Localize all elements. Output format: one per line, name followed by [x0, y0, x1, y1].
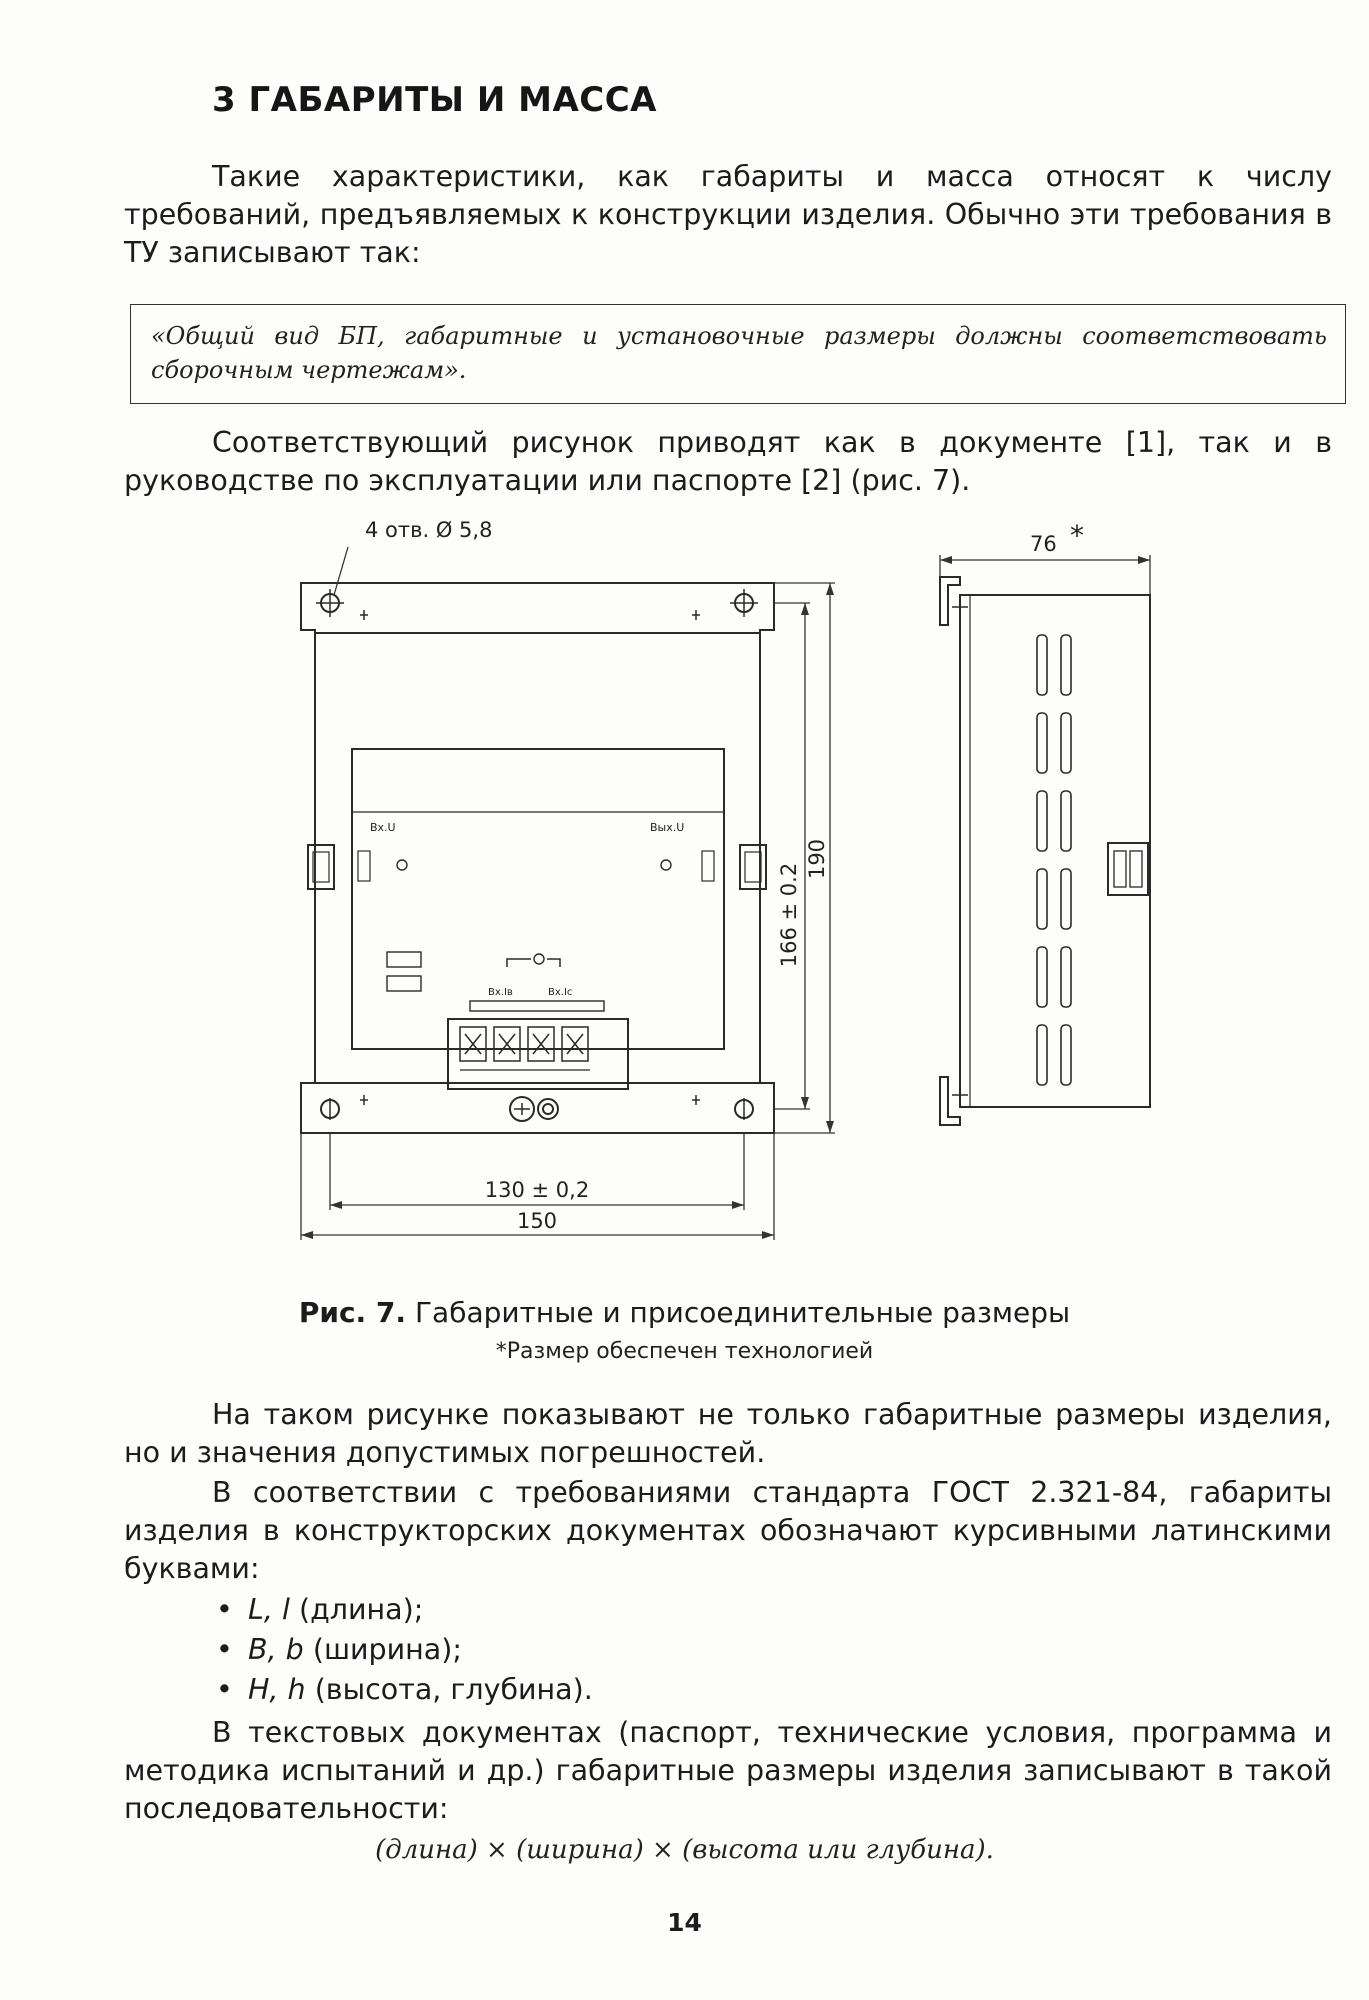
depth-label: 76 — [1030, 532, 1057, 556]
paragraph-intro: Такие характеристики, как габариты и масса относят к числу требований, предъявляемых к конструкции изделия. Обычно эти требования в ТУ записывают так: — [124, 160, 1332, 269]
terminal-right-label: Вх.Iс — [548, 987, 573, 998]
paragraph-text-docs: В текстовых документах (паспорт, технические условия, программа и методика испытаний и др.) габаритные размеры изделия записывают в такой последовательности: — [124, 1716, 1332, 1825]
input-voltage-label: Вх.U — [370, 821, 396, 834]
page-number: 14 — [667, 1908, 702, 1937]
holes-label: 4 отв. Ø 5,8 — [365, 518, 493, 542]
list-item: • B, b (ширина); — [212, 1630, 593, 1670]
top-flange — [301, 583, 774, 633]
inner-width-label: 130 ± 0,2 — [484, 1178, 590, 1202]
paragraph-figure-ref: Соответствующий рисунок приводят как в документе [1], так и в руководстве по эксплуатации или паспорте [2] (рис. 7). — [124, 426, 1332, 497]
figure-note: *Размер обеспечен технологией — [495, 1339, 874, 1364]
list-item: • H, h (высота, глубина). — [212, 1670, 593, 1710]
inner-height-label: 166 ± 0.2 — [777, 862, 801, 968]
front-panel — [352, 749, 724, 1049]
dimension-order-formula: (длина) × (ширина) × (высота или глубина). — [375, 1835, 994, 1865]
outer-width-label: 150 — [516, 1209, 558, 1233]
paragraph-gost: В соответствии с требованиями стандарта ГОСТ 2.321-84, габариты изделия в конструкторских документах обозначают курсивными латинскими буквами: — [124, 1476, 1332, 1585]
side-top-bracket — [940, 577, 960, 625]
figure-caption-text: Габаритные и присоединительные размеры — [414, 1296, 1071, 1329]
ventilation-slots — [1037, 635, 1071, 1085]
figure-caption-prefix: Рис. 7. — [298, 1296, 407, 1329]
dimension-drawing — [300, 515, 1220, 1245]
front-body — [315, 633, 760, 1083]
figure-caption — [0, 1296, 1369, 1329]
quote-box: «Общий вид БП, габаритные и установочные размеры должны соответствовать сборочным чертежам». — [130, 304, 1346, 404]
output-voltage-label: Вых.U — [650, 821, 685, 834]
list-item: • L, l (длина); — [212, 1590, 593, 1630]
section-title: 3 ГАБАРИТЫ И МАССА — [212, 80, 657, 120]
terminal-left-label: Вх.Iв — [488, 987, 513, 998]
bottom-terminal-block — [448, 1019, 628, 1089]
depth-star: * — [1070, 519, 1084, 552]
side-bottom-bracket — [940, 1077, 960, 1125]
paragraph-tolerances: На таком рисунке показывают не только габаритные размеры изделия, но и значения допустимых погрешностей. — [124, 1398, 1332, 1469]
outer-height-label: 190 — [805, 838, 829, 880]
dimension-letter-list — [212, 1590, 593, 1710]
